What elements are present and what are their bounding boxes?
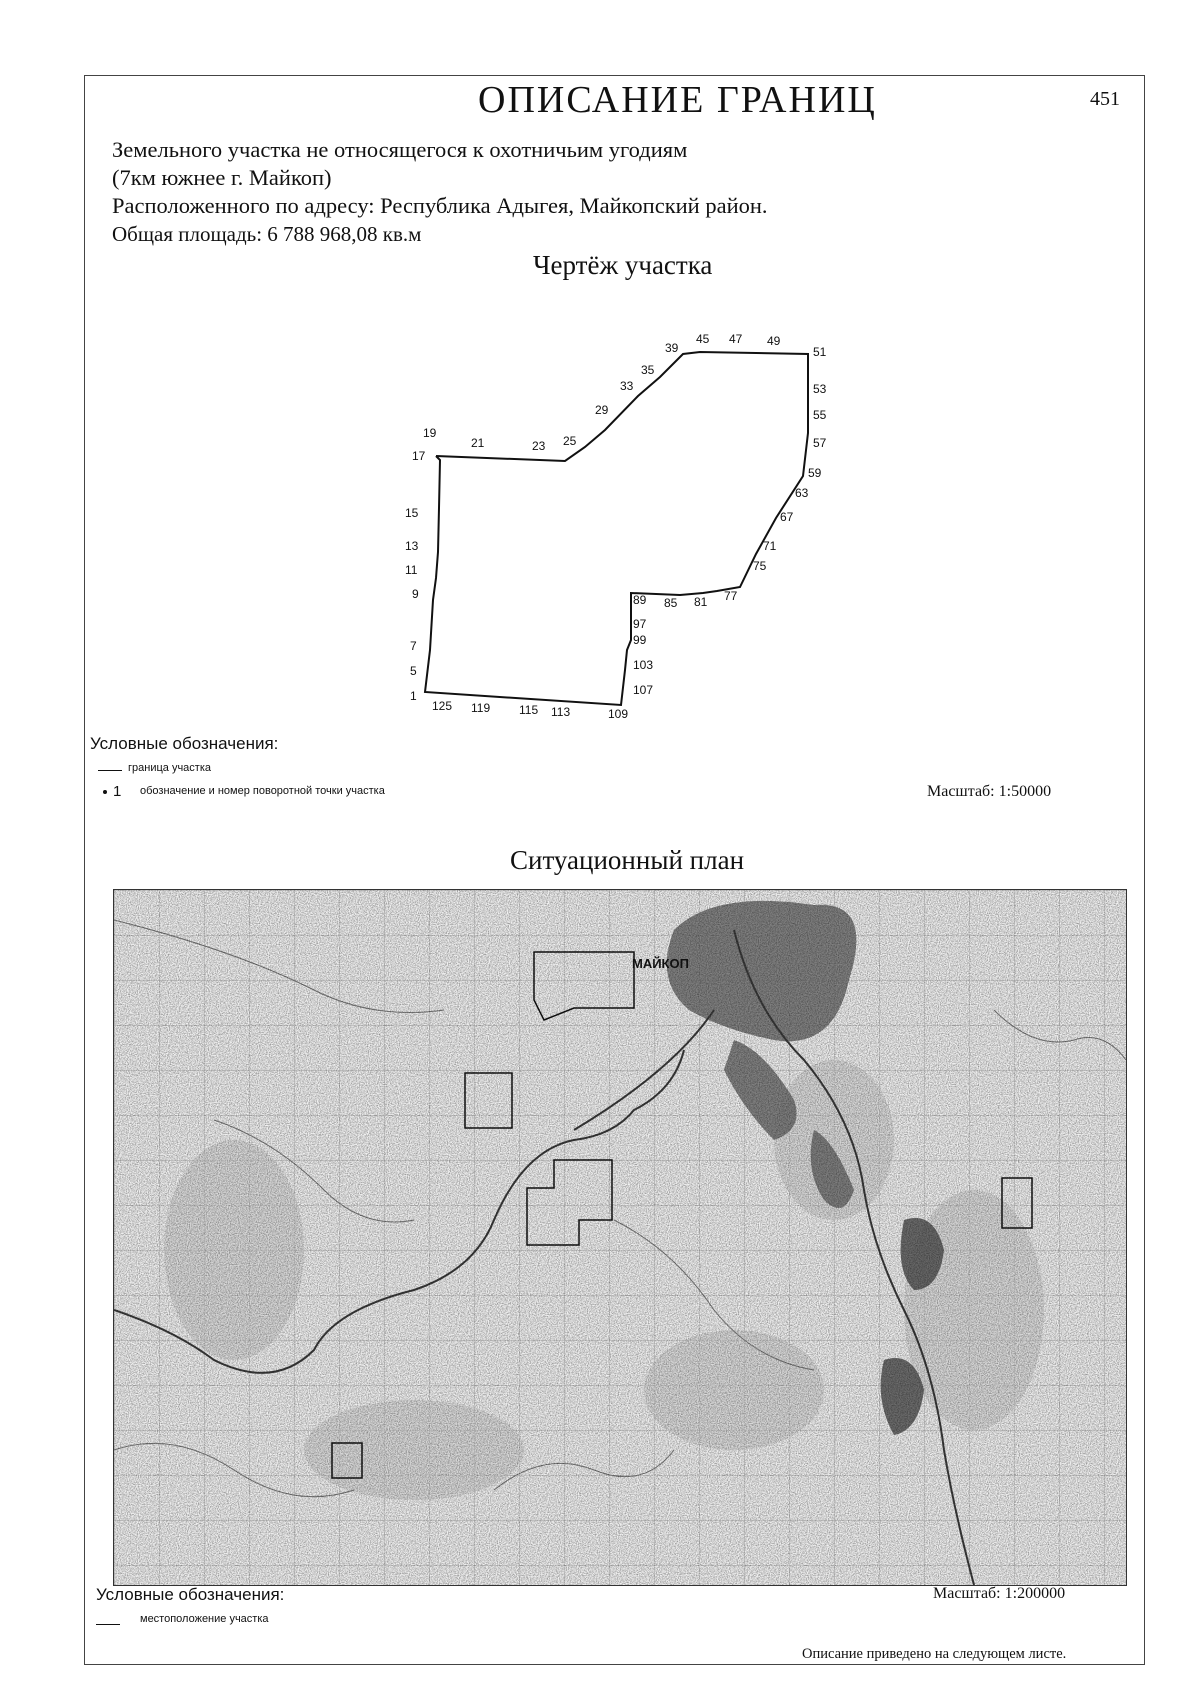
legend-point-label: обозначение и номер поворотной точки участка (140, 785, 385, 797)
point-label-77: 77 (724, 589, 738, 603)
point-label-5: 5 (410, 664, 417, 678)
point-label-81: 81 (694, 595, 708, 609)
point-marker-icon (103, 790, 107, 794)
point-label-85: 85 (664, 596, 678, 610)
situation-map (113, 889, 1127, 1586)
situation-plan-title: Ситуационный план (510, 845, 745, 875)
point-label-109: 109 (608, 707, 629, 721)
boundary-line-symbol (98, 770, 122, 771)
info-line-4: Общая площадь: 6 788 968,08 кв.м (112, 222, 422, 246)
point-label-11: 11 (405, 563, 418, 577)
city-label: МАЙКОП (632, 956, 689, 971)
point-label-97: 97 (633, 617, 647, 631)
point-label-13: 13 (405, 539, 419, 553)
point-label-99: 99 (633, 633, 647, 647)
document-title: ОПИСАНИЕ ГРАНИЦ (478, 79, 877, 121)
info-line-2: (7км южнее г. Майкоп) (112, 165, 332, 190)
point-label-9: 9 (412, 587, 419, 601)
parcel-drawing (0, 0, 1200, 760)
legend-boundary-label: граница участка (128, 762, 211, 774)
point-label-113: 113 (551, 705, 571, 719)
point-label-39: 39 (665, 341, 679, 355)
point-label-53: 53 (813, 382, 827, 396)
point-label-7: 7 (410, 639, 417, 653)
point-label-55: 55 (813, 408, 827, 422)
info-line-1: Земельного участка не относящегося к охотничьим угодиям (112, 137, 688, 162)
point-label-29: 29 (595, 403, 609, 417)
point-label-33: 33 (620, 379, 634, 393)
point-label-103: 103 (633, 658, 654, 672)
legend-point-marker: 1 (113, 783, 122, 800)
info-line-3: Расположенного по адресу: Республика Адыгея, Майкопский район. (112, 193, 768, 218)
point-label-51: 51 (813, 345, 827, 359)
drawing-title: Чертёж участка (533, 250, 713, 280)
parcel-boundary (425, 352, 808, 705)
point-label-45: 45 (696, 332, 710, 346)
point-label-17: 17 (412, 449, 426, 463)
point-label-35: 35 (641, 363, 655, 377)
point-label-1: 1 (410, 689, 417, 703)
legend-location-label: местоположение участка (140, 1613, 269, 1625)
point-label-21: 21 (471, 436, 485, 450)
drawing-legend-heading: Условные обозначения: (90, 734, 279, 753)
point-label-119: 119 (471, 701, 491, 715)
point-label-125: 125 (432, 699, 453, 713)
point-label-71: 71 (763, 539, 777, 553)
point-label-47: 47 (729, 332, 743, 346)
point-label-25: 25 (563, 434, 577, 448)
point-label-59: 59 (808, 466, 822, 480)
page-number: 451 (1090, 88, 1120, 110)
point-label-67: 67 (780, 510, 794, 524)
point-label-19: 19 (423, 426, 437, 440)
situation-legend-heading: Условные обозначения: (96, 1585, 285, 1604)
situation-map-graphic (114, 890, 1126, 1585)
point-label-49: 49 (767, 334, 781, 348)
point-label-107: 107 (633, 683, 654, 697)
situation-scale: Масштаб: 1:200000 (933, 1585, 1066, 1602)
location-line-symbol (96, 1624, 120, 1625)
point-label-57: 57 (813, 436, 827, 450)
point-label-75: 75 (753, 559, 767, 573)
point-label-89: 89 (633, 593, 647, 607)
footer-note: Описание приведено на следующем листе. (802, 1646, 1067, 1662)
point-label-63: 63 (795, 486, 809, 500)
drawing-scale: Масштаб: 1:50000 (927, 783, 1052, 800)
point-label-15: 15 (405, 506, 419, 520)
point-label-23: 23 (532, 439, 546, 453)
point-label-115: 115 (519, 703, 539, 717)
